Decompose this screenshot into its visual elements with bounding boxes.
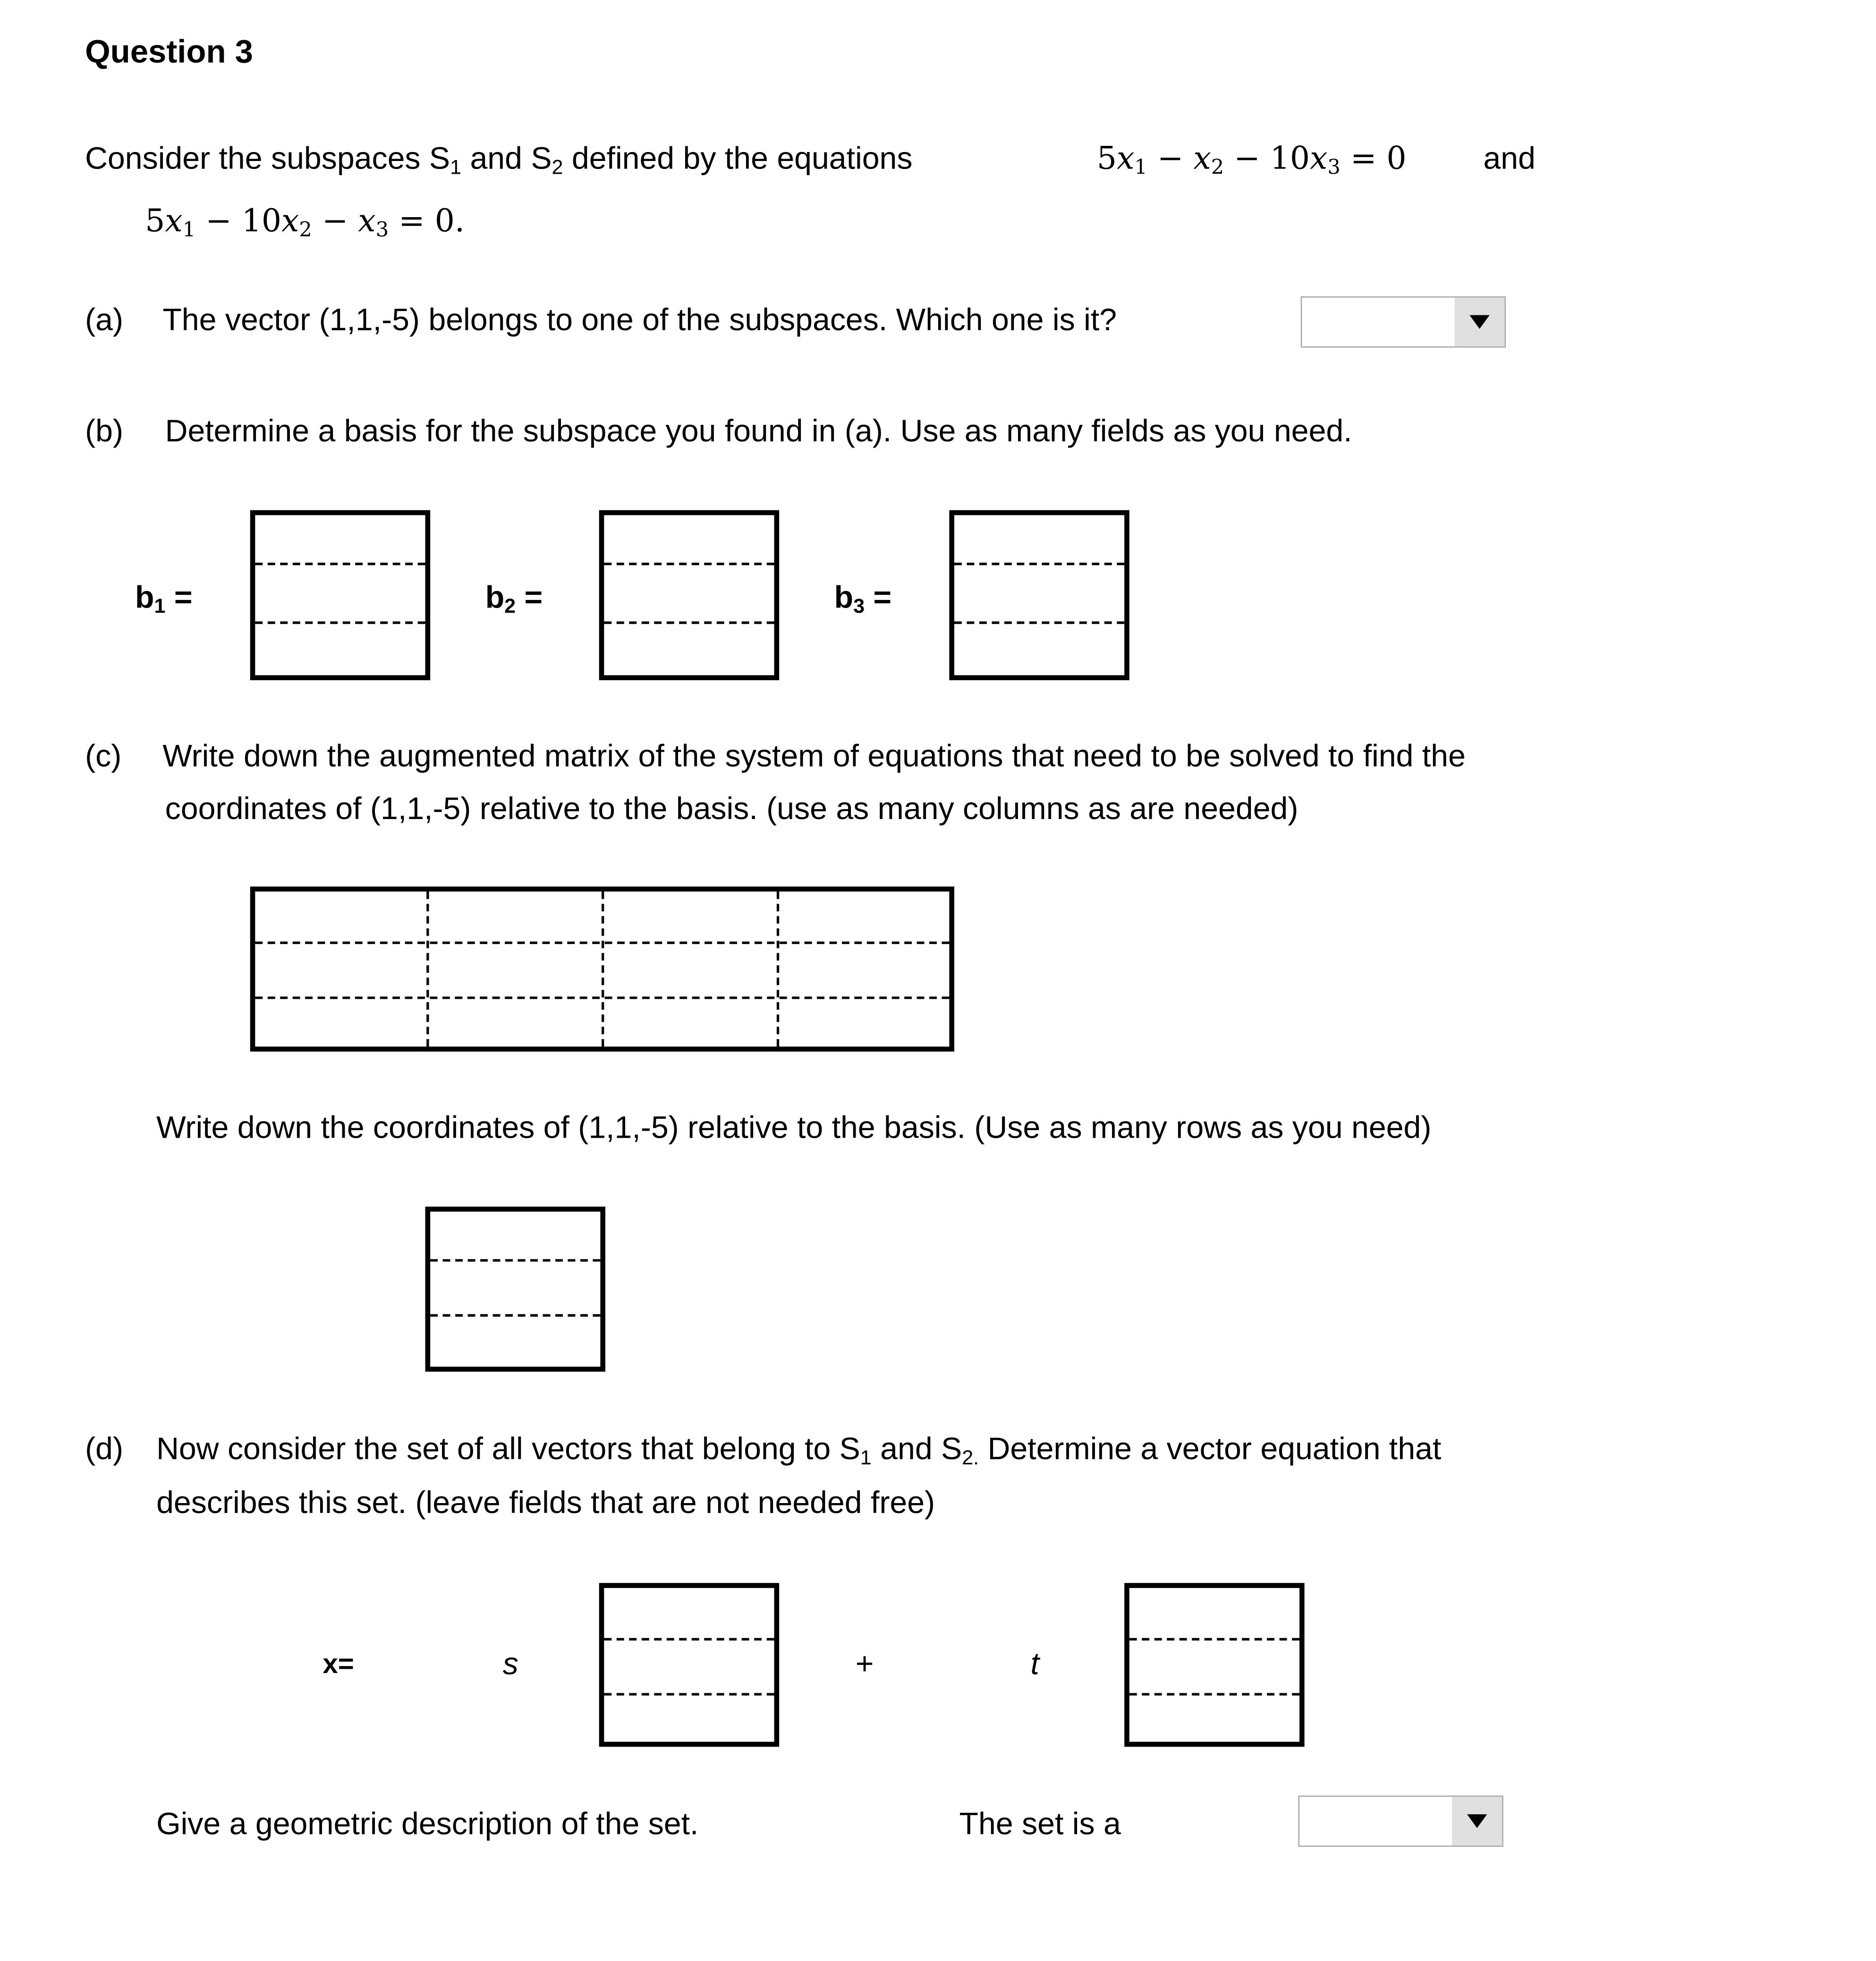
part-a-text: The vector (1,1,-5) belongs to one of the subspaces. Which one is it? [162, 302, 1117, 338]
caret-down-icon [1467, 1814, 1487, 1828]
question-title: Question 3 [85, 32, 253, 70]
geometric-type-dropdown[interactable] [1298, 1796, 1503, 1847]
equation-1: $5x_1 - x_2 - 10x_3 = 0$ [1096, 140, 1407, 179]
part-c-label: (c) [85, 739, 122, 774]
part-a-label: (a) [85, 302, 124, 338]
part-c-line2: coordinates of (1,1,-5) relative to the basis. (use as many columns as are needed) [165, 791, 1299, 827]
b3-label: $b_3$ = [834, 580, 892, 618]
b2-vector-input[interactable] [599, 510, 779, 680]
dropdown-button[interactable] [1454, 297, 1504, 346]
geometric-description-text: Give a geometric description of the set. [156, 1807, 699, 1842]
part-b-label: (b) [85, 414, 124, 449]
x-label: x= [323, 1648, 354, 1680]
b1-vector-input[interactable] [250, 510, 430, 680]
augmented-matrix-input[interactable] [250, 887, 954, 1052]
equation-2: $5x_1 - 10x_2 - x_3 = 0$. [145, 203, 465, 242]
s-direction-vector-input[interactable] [599, 1583, 779, 1747]
b1-label: $b_1$ = [135, 580, 193, 618]
coordinates-vector-input[interactable] [425, 1207, 605, 1372]
and-word: and [1483, 141, 1536, 177]
coordinates-text: Write down the coordinates of (1,1,-5) relative to the basis. (Use as many rows as you need) [156, 1110, 1432, 1146]
t-direction-vector-input[interactable] [1124, 1583, 1304, 1747]
part-c-line1: Write down the augmented matrix of the system of equations that need to be solved to find the [162, 739, 1466, 774]
set-is-label: The set is a [959, 1807, 1121, 1842]
part-b-text: Determine a basis for the subspace you found in (a). Use as many fields as you need. [165, 414, 1352, 449]
b3-vector-input[interactable] [949, 510, 1129, 680]
part-d-line1: Now consider the set of all vectors that belong to $S_1$ and $S_{2.}$ Determine a vector equation that [156, 1431, 1442, 1470]
s-parameter: s [502, 1647, 518, 1682]
t-parameter: t [1030, 1647, 1039, 1682]
subspace-dropdown[interactable] [1301, 296, 1506, 348]
dropdown-button[interactable] [1452, 1797, 1502, 1845]
intro-text: Consider the subspaces $S_1$ and $S_2$ defined by the equations [85, 141, 913, 179]
plus-sign: + [855, 1647, 874, 1682]
part-d-line2: describes this set. (leave fields that are not needed free) [156, 1485, 935, 1521]
b2-label: $b_2$ = [485, 580, 543, 618]
part-d-label: (d) [85, 1431, 124, 1467]
caret-down-icon [1469, 315, 1489, 329]
